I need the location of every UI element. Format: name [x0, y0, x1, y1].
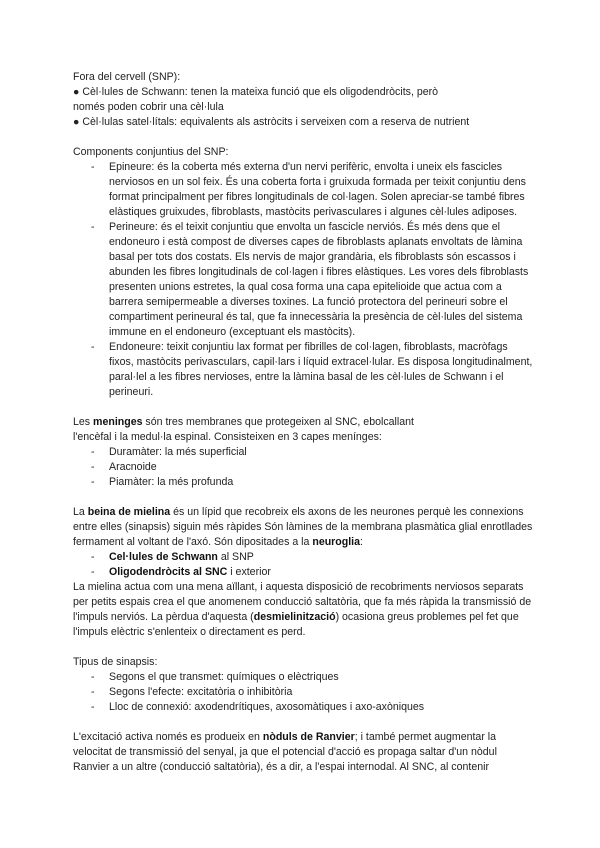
snp-heading: Fora del cervell (SNP): — [73, 71, 181, 83]
list-item: - Endoneure: teixit conjuntiu lax format per fibrilles de col·lagen, fibroblasts, macròfags fixos, mastòcits perivasculars, capil·lars i líquid extracel·lular. Es disposa longitudinalment, paral·lel a les fibres nervioses, entre la làmina basal de les cèl·lules de Schwann i el perineuri. — [91, 340, 533, 400]
myelin-list — [73, 550, 533, 580]
myelin-paragraph-2: La mielina actua com una mena aïllant, i aquesta disposició de recobriments nerviosos separats per petits espais crea el que anomenem conducció saltatòria, que fa més ràpida la transmissió de l'impuls nerviós. La pèrdua d'aquesta (desmielinització) ocasiona greus problemes pel fet que l'impuls elèctric s'enlenteix o directament es perd. — [73, 581, 532, 638]
list-item: - Segons el que transmet: químiques o elèctriques — [91, 670, 533, 685]
list-item: - Duramàter: la més superficial — [91, 445, 533, 460]
satellite-line: ● Cèl·lulas satel·lítals: equivalents als astròcits i serveixen com a reserva de nutrient — [73, 116, 470, 128]
synapse-heading: Tipus de sinapsis: — [73, 656, 158, 668]
neuroglia-term: neuroglia — [312, 536, 361, 548]
demyelination-term: desmielinització — [253, 611, 336, 623]
list-item: - Aracnoide — [91, 460, 533, 475]
ranvier-paragraph: L'excitació activa només es produeix en nòduls de Ranvier; i també permet augmentar la velocitat de transmissió del senyal, ja que el potencial d'acció es propaga saltar d'un nòdul Ranvier a un altre (conducció saltatòria), és a dir, a l'espai internodal. Al SNC, al contenir — [73, 731, 497, 773]
connective-heading: Components conjuntius del SNP: — [73, 146, 229, 158]
list-item: - Oligodendròcits al SNC i exterior — [91, 565, 533, 580]
list-item: - Piamàter: la més profunda — [91, 475, 533, 490]
connective-list — [73, 160, 533, 400]
list-item: - Epineure: és la coberta més externa d'un nervi perifèric, envolta i uneix els fascicles nerviosos en un sol feix. És una coberta forta i gruixuda formada per teixit conjuntiu dens format principalment per fibres longitudinals de col·lagen. Solen apreciar-se també fibres elàstiques gruixudes, fibroblasts, mastòcits perivasculares i algunes cèl·lules adiposes. — [91, 160, 533, 220]
section-ranvier — [73, 730, 533, 775]
ranvier-term: nòduls de Ranvier — [262, 731, 355, 743]
schwann-line-cont: només poden cobrir una cèl·lula — [73, 101, 224, 113]
meninges-paragraph: Les meninges són tres membranes que protegeixen al SNC, ebolcallant — [73, 416, 414, 428]
myelin-term: beina de mielina — [87, 506, 171, 518]
meninges-list — [73, 445, 533, 490]
document-page — [73, 70, 533, 775]
synapse-list — [73, 670, 533, 715]
section-synapse-types — [73, 655, 533, 715]
list-item: - Segons l'efecte: excitatòria o inhibitòria — [91, 685, 533, 700]
section-meninges — [73, 415, 533, 490]
list-item: - Perineure: és el teixit conjuntiu que envolta un fascicle nerviós. És més dens que el endoneuro i està compost de diverses capes de fibroblasts aplanats envoltats de làmina basal per tots dos costats. Els nervis de major grandària, els fibroblasts són escassos i abunden les fibres longitudinals de col·lagen i fibres elàstiques. Les vores dels fibroblasts presenten unions estretes, la qual cosa forma una capa epitelioide que actua com a barrera semipermeable a diverses toxines. La funció protectora del perineuri sobre el compartiment perineural és tal, que fa innecessària la presència de cèl·lules del sistema immune en el endoneuro (exceptuant els mastòcits). — [91, 220, 533, 340]
list-item: - Lloc de connexió: axodendrítiques, axosomàtiques i axo-axòniques — [91, 700, 533, 715]
list-item: - Cel·lules de Schwann al SNP — [91, 550, 533, 565]
section-connective — [73, 145, 533, 400]
meninges-term: meninges — [93, 416, 143, 428]
meninges-paragraph-cont: l'encèfal i la medul·la espinal. Consisteixen en 3 capes menínges: — [73, 431, 382, 443]
myelin-paragraph: La beina de mielina és un lípid que recobreix els axons de les neurones perquè les connexions entre elles (sinapsis) siguin més ràpides Són làmines de la membrana plasmàtica glial enrotllades fermament al voltant de l'axó. Són dipositades a la neuroglia: — [73, 506, 533, 548]
section-snp-cells — [73, 70, 533, 130]
schwann-line: ● Cèl·lules de Schwann: tenen la mateixa funció que els oligodendròcits, però — [73, 86, 439, 98]
section-myelin — [73, 505, 533, 640]
